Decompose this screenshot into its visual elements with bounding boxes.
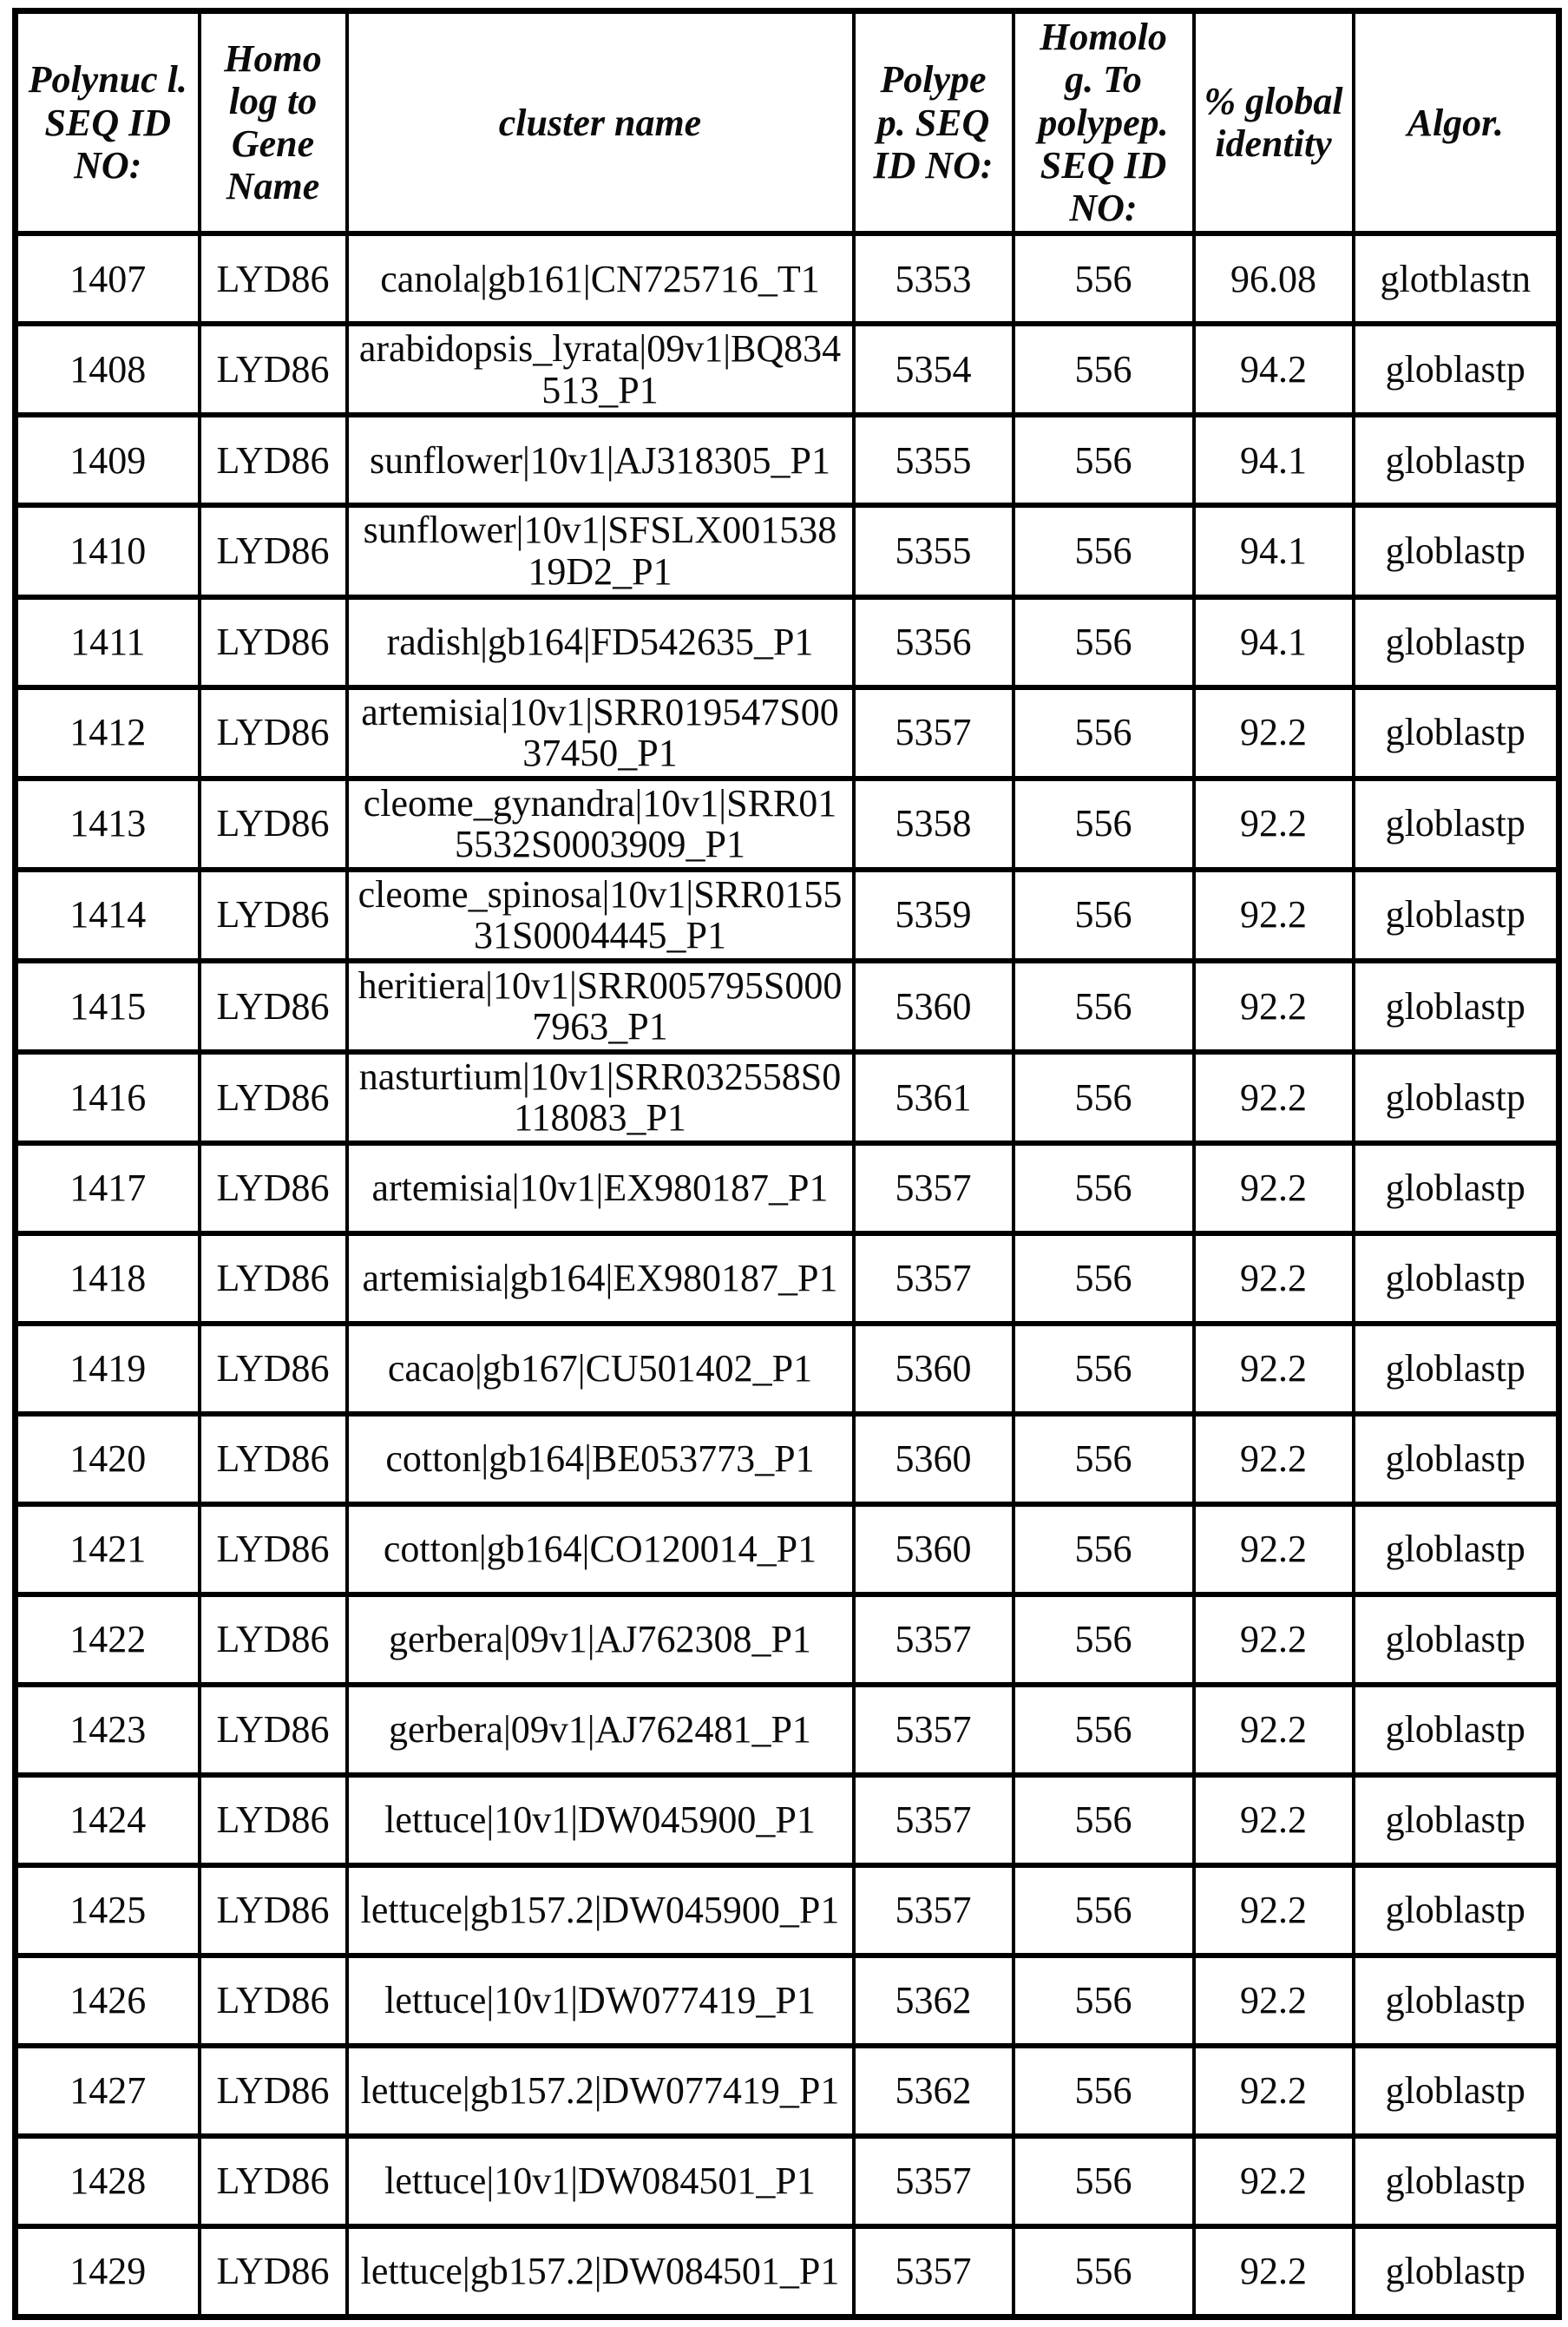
cell-cluster-name: lettuce|gb157.2|DW084501_P1 — [347, 2226, 854, 2317]
table-row — [16, 1143, 1559, 1233]
table-row — [16, 1414, 1559, 1504]
cell-polypep-seq-id: 5357 — [854, 1865, 1014, 1956]
cell-polynucl-seq-id: 1418 — [16, 1233, 200, 1324]
cell-cluster-name: artemisia|10v1|EX980187_P1 — [347, 1143, 854, 1233]
cell-percent-global-identity: 92.2 — [1194, 1594, 1354, 1685]
table-row — [16, 1865, 1559, 1956]
cell-cluster-name: artemisia|gb164|EX980187_P1 — [347, 1233, 854, 1324]
column-header-homolog-gene-name: Homo log to Gene Name — [200, 11, 347, 234]
cell-cluster-name: arabidopsis_lyrata|09v1|BQ834513_P1 — [347, 324, 854, 415]
cell-cluster-name: lettuce|10v1|DW084501_P1 — [347, 2136, 854, 2226]
cell-algorithm: globlastp — [1354, 1233, 1559, 1324]
cell-percent-global-identity: 94.2 — [1194, 324, 1354, 415]
table-row — [16, 1685, 1559, 1775]
cell-homolog-gene-name: LYD86 — [200, 1775, 347, 1865]
cell-polynucl-seq-id: 1411 — [16, 597, 200, 687]
column-header-cluster-name: cluster name — [347, 11, 854, 234]
cell-cluster-name: canola|gb161|CN725716_T1 — [347, 233, 854, 324]
cell-homolog-polypep-seq-id: 556 — [1014, 505, 1194, 596]
cell-polypep-seq-id: 5360 — [854, 961, 1014, 1052]
cell-polypep-seq-id: 5355 — [854, 505, 1014, 596]
sequence-homology-table — [12, 8, 1562, 2320]
cell-algorithm: globlastp — [1354, 415, 1559, 505]
cell-polypep-seq-id: 5357 — [854, 2136, 1014, 2226]
cell-homolog-polypep-seq-id: 556 — [1014, 1956, 1194, 2046]
cell-polynucl-seq-id: 1408 — [16, 324, 200, 415]
cell-cluster-name: lettuce|10v1|DW045900_P1 — [347, 1775, 854, 1865]
cell-polypep-seq-id: 5361 — [854, 1052, 1014, 1143]
table-row — [16, 415, 1559, 505]
cell-homolog-gene-name: LYD86 — [200, 1324, 347, 1414]
cell-algorithm: globlastp — [1354, 597, 1559, 687]
cell-homolog-gene-name: LYD86 — [200, 597, 347, 687]
header-row — [16, 11, 1559, 234]
cell-homolog-polypep-seq-id: 556 — [1014, 1865, 1194, 1956]
cell-percent-global-identity: 94.1 — [1194, 597, 1354, 687]
cell-polynucl-seq-id: 1424 — [16, 1775, 200, 1865]
cell-percent-global-identity: 92.2 — [1194, 1233, 1354, 1324]
table-row — [16, 687, 1559, 779]
cell-polynucl-seq-id: 1420 — [16, 1414, 200, 1504]
table-row — [16, 2046, 1559, 2136]
cell-cluster-name: gerbera|09v1|AJ762308_P1 — [347, 1594, 854, 1685]
cell-algorithm: globlastp — [1354, 779, 1559, 870]
cell-polynucl-seq-id: 1423 — [16, 1685, 200, 1775]
cell-algorithm: globlastp — [1354, 1956, 1559, 2046]
cell-homolog-gene-name: LYD86 — [200, 779, 347, 870]
cell-algorithm: globlastp — [1354, 2046, 1559, 2136]
cell-polypep-seq-id: 5358 — [854, 779, 1014, 870]
cell-homolog-polypep-seq-id: 556 — [1014, 1052, 1194, 1143]
cell-algorithm: globlastp — [1354, 961, 1559, 1052]
cell-polynucl-seq-id: 1425 — [16, 1865, 200, 1956]
cell-cluster-name: cotton|gb164|CO120014_P1 — [347, 1504, 854, 1594]
cell-polypep-seq-id: 5362 — [854, 2046, 1014, 2136]
cell-percent-global-identity: 92.2 — [1194, 1324, 1354, 1414]
cell-homolog-polypep-seq-id: 556 — [1014, 2136, 1194, 2226]
table-row — [16, 2226, 1559, 2317]
cell-polynucl-seq-id: 1419 — [16, 1324, 200, 1414]
cell-percent-global-identity: 92.2 — [1194, 1685, 1354, 1775]
cell-percent-global-identity: 92.2 — [1194, 687, 1354, 779]
cell-homolog-polypep-seq-id: 556 — [1014, 2226, 1194, 2317]
cell-polynucl-seq-id: 1429 — [16, 2226, 200, 2317]
cell-polynucl-seq-id: 1416 — [16, 1052, 200, 1143]
cell-polypep-seq-id: 5353 — [854, 233, 1014, 324]
cell-homolog-polypep-seq-id: 556 — [1014, 687, 1194, 779]
cell-percent-global-identity: 92.2 — [1194, 1865, 1354, 1956]
table-row — [16, 1052, 1559, 1143]
cell-homolog-gene-name: LYD86 — [200, 2226, 347, 2317]
cell-percent-global-identity: 92.2 — [1194, 779, 1354, 870]
table-row — [16, 961, 1559, 1052]
cell-algorithm: globlastp — [1354, 687, 1559, 779]
cell-cluster-name: cleome_gynandra|10v1|SRR015532S0003909_P1 — [347, 779, 854, 870]
cell-cluster-name: heritiera|10v1|SRR005795S0007963_P1 — [347, 961, 854, 1052]
cell-homolog-gene-name: LYD86 — [200, 1052, 347, 1143]
column-header-algorithm: Algor. — [1354, 11, 1559, 234]
cell-homolog-polypep-seq-id: 556 — [1014, 870, 1194, 961]
cell-cluster-name: cotton|gb164|BE053773_P1 — [347, 1414, 854, 1504]
cell-homolog-polypep-seq-id: 556 — [1014, 1504, 1194, 1594]
cell-percent-global-identity: 92.2 — [1194, 1775, 1354, 1865]
cell-homolog-gene-name: LYD86 — [200, 2046, 347, 2136]
cell-polypep-seq-id: 5355 — [854, 415, 1014, 505]
cell-homolog-gene-name: LYD86 — [200, 505, 347, 596]
column-header-polynucl-seq-id: Polynuc l. SEQ ID NO: — [16, 11, 200, 234]
cell-polynucl-seq-id: 1427 — [16, 2046, 200, 2136]
cell-polypep-seq-id: 5357 — [854, 687, 1014, 779]
column-header-percent-global-identity: % global identity — [1194, 11, 1354, 234]
cell-homolog-polypep-seq-id: 556 — [1014, 1143, 1194, 1233]
cell-homolog-polypep-seq-id: 556 — [1014, 1233, 1194, 1324]
cell-homolog-polypep-seq-id: 556 — [1014, 1594, 1194, 1685]
cell-homolog-polypep-seq-id: 556 — [1014, 779, 1194, 870]
cell-algorithm: globlastp — [1354, 1324, 1559, 1414]
cell-polynucl-seq-id: 1413 — [16, 779, 200, 870]
table-row — [16, 1233, 1559, 1324]
cell-percent-global-identity: 92.2 — [1194, 1052, 1354, 1143]
cell-polypep-seq-id: 5357 — [854, 1685, 1014, 1775]
cell-polypep-seq-id: 5362 — [854, 1956, 1014, 2046]
cell-algorithm: globlastp — [1354, 1865, 1559, 1956]
cell-cluster-name: sunflower|10v1|SFSLX00153819D2_P1 — [347, 505, 854, 596]
cell-percent-global-identity: 94.1 — [1194, 505, 1354, 596]
cell-homolog-gene-name: LYD86 — [200, 1685, 347, 1775]
cell-homolog-polypep-seq-id: 556 — [1014, 233, 1194, 324]
table-row — [16, 505, 1559, 596]
cell-algorithm: globlastp — [1354, 1685, 1559, 1775]
cell-percent-global-identity: 92.2 — [1194, 2046, 1354, 2136]
cell-homolog-polypep-seq-id: 556 — [1014, 597, 1194, 687]
cell-polynucl-seq-id: 1407 — [16, 233, 200, 324]
cell-cluster-name: lettuce|10v1|DW077419_P1 — [347, 1956, 854, 2046]
cell-algorithm: globlastp — [1354, 324, 1559, 415]
cell-polynucl-seq-id: 1422 — [16, 1594, 200, 1685]
table-row — [16, 324, 1559, 415]
cell-cluster-name: radish|gb164|FD542635_P1 — [347, 597, 854, 687]
cell-homolog-gene-name: LYD86 — [200, 324, 347, 415]
cell-percent-global-identity: 92.2 — [1194, 961, 1354, 1052]
cell-algorithm: globlastp — [1354, 1775, 1559, 1865]
cell-homolog-polypep-seq-id: 556 — [1014, 1324, 1194, 1414]
cell-homolog-gene-name: LYD86 — [200, 2136, 347, 2226]
cell-homolog-polypep-seq-id: 556 — [1014, 1775, 1194, 1865]
cell-polynucl-seq-id: 1428 — [16, 2136, 200, 2226]
cell-homolog-polypep-seq-id: 556 — [1014, 1414, 1194, 1504]
table-row — [16, 870, 1559, 961]
table-header — [16, 11, 1559, 234]
cell-cluster-name: cacao|gb167|CU501402_P1 — [347, 1324, 854, 1414]
cell-cluster-name: gerbera|09v1|AJ762481_P1 — [347, 1685, 854, 1775]
cell-algorithm: globlastp — [1354, 505, 1559, 596]
cell-homolog-polypep-seq-id: 556 — [1014, 2046, 1194, 2136]
cell-cluster-name: artemisia|10v1|SRR019547S0037450_P1 — [347, 687, 854, 779]
cell-homolog-gene-name: LYD86 — [200, 687, 347, 779]
cell-homolog-polypep-seq-id: 556 — [1014, 1685, 1194, 1775]
cell-polypep-seq-id: 5360 — [854, 1414, 1014, 1504]
cell-homolog-gene-name: LYD86 — [200, 1414, 347, 1504]
cell-polynucl-seq-id: 1415 — [16, 961, 200, 1052]
table-row — [16, 1775, 1559, 1865]
cell-polypep-seq-id: 5357 — [854, 2226, 1014, 2317]
cell-homolog-gene-name: LYD86 — [200, 1594, 347, 1685]
cell-algorithm: globlastp — [1354, 1414, 1559, 1504]
cell-percent-global-identity: 92.2 — [1194, 1504, 1354, 1594]
cell-algorithm: globlastp — [1354, 2226, 1559, 2317]
cell-homolog-gene-name: LYD86 — [200, 415, 347, 505]
cell-cluster-name: lettuce|gb157.2|DW045900_P1 — [347, 1865, 854, 1956]
cell-polypep-seq-id: 5360 — [854, 1504, 1014, 1594]
cell-homolog-gene-name: LYD86 — [200, 961, 347, 1052]
cell-homolog-gene-name: LYD86 — [200, 870, 347, 961]
cell-cluster-name: cleome_spinosa|10v1|SRR015531S0004445_P1 — [347, 870, 854, 961]
cell-homolog-polypep-seq-id: 556 — [1014, 961, 1194, 1052]
cell-polypep-seq-id: 5357 — [854, 1594, 1014, 1685]
cell-algorithm: globlastp — [1354, 2136, 1559, 2226]
table-row — [16, 1594, 1559, 1685]
table-row — [16, 1324, 1559, 1414]
cell-algorithm: globlastp — [1354, 1052, 1559, 1143]
cell-percent-global-identity: 92.2 — [1194, 2136, 1354, 2226]
cell-polypep-seq-id: 5356 — [854, 597, 1014, 687]
table-row — [16, 779, 1559, 870]
cell-polypep-seq-id: 5354 — [854, 324, 1014, 415]
cell-polypep-seq-id: 5357 — [854, 1775, 1014, 1865]
cell-polynucl-seq-id: 1412 — [16, 687, 200, 779]
cell-cluster-name: lettuce|gb157.2|DW077419_P1 — [347, 2046, 854, 2136]
cell-algorithm: globlastp — [1354, 1594, 1559, 1685]
cell-homolog-gene-name: LYD86 — [200, 1956, 347, 2046]
cell-algorithm: globlastp — [1354, 1143, 1559, 1233]
table-row — [16, 1956, 1559, 2046]
cell-polynucl-seq-id: 1409 — [16, 415, 200, 505]
cell-polynucl-seq-id: 1414 — [16, 870, 200, 961]
cell-homolog-polypep-seq-id: 556 — [1014, 415, 1194, 505]
table-row — [16, 1504, 1559, 1594]
cell-percent-global-identity: 92.2 — [1194, 1414, 1354, 1504]
cell-percent-global-identity: 92.2 — [1194, 2226, 1354, 2317]
cell-percent-global-identity: 92.2 — [1194, 1956, 1354, 2046]
cell-percent-global-identity: 96.08 — [1194, 233, 1354, 324]
cell-polynucl-seq-id: 1426 — [16, 1956, 200, 2046]
cell-percent-global-identity: 92.2 — [1194, 1143, 1354, 1233]
cell-algorithm: globlastp — [1354, 870, 1559, 961]
cell-homolog-gene-name: LYD86 — [200, 1504, 347, 1594]
cell-algorithm: globlastp — [1354, 1504, 1559, 1594]
cell-homolog-gene-name: LYD86 — [200, 1865, 347, 1956]
column-header-homolog-polypep-seq-id: Homolo g. To polypep. SEQ ID NO: — [1014, 11, 1194, 234]
table-row — [16, 2136, 1559, 2226]
cell-polypep-seq-id: 5357 — [854, 1233, 1014, 1324]
cell-cluster-name: sunflower|10v1|AJ318305_P1 — [347, 415, 854, 505]
cell-algorithm: glotblastn — [1354, 233, 1559, 324]
column-header-polypep-seq-id: Polype p. SEQ ID NO: — [854, 11, 1014, 234]
cell-homolog-gene-name: LYD86 — [200, 1233, 347, 1324]
cell-polynucl-seq-id: 1417 — [16, 1143, 200, 1233]
cell-cluster-name: nasturtium|10v1|SRR032558S0118083_P1 — [347, 1052, 854, 1143]
cell-polynucl-seq-id: 1421 — [16, 1504, 200, 1594]
cell-polynucl-seq-id: 1410 — [16, 505, 200, 596]
table-row — [16, 597, 1559, 687]
cell-homolog-polypep-seq-id: 556 — [1014, 324, 1194, 415]
table-body — [16, 233, 1559, 2317]
table-row — [16, 233, 1559, 324]
cell-homolog-gene-name: LYD86 — [200, 233, 347, 324]
cell-homolog-gene-name: LYD86 — [200, 1143, 347, 1233]
cell-percent-global-identity: 94.1 — [1194, 415, 1354, 505]
cell-polypep-seq-id: 5360 — [854, 1324, 1014, 1414]
cell-polypep-seq-id: 5359 — [854, 870, 1014, 961]
cell-percent-global-identity: 92.2 — [1194, 870, 1354, 961]
cell-polypep-seq-id: 5357 — [854, 1143, 1014, 1233]
